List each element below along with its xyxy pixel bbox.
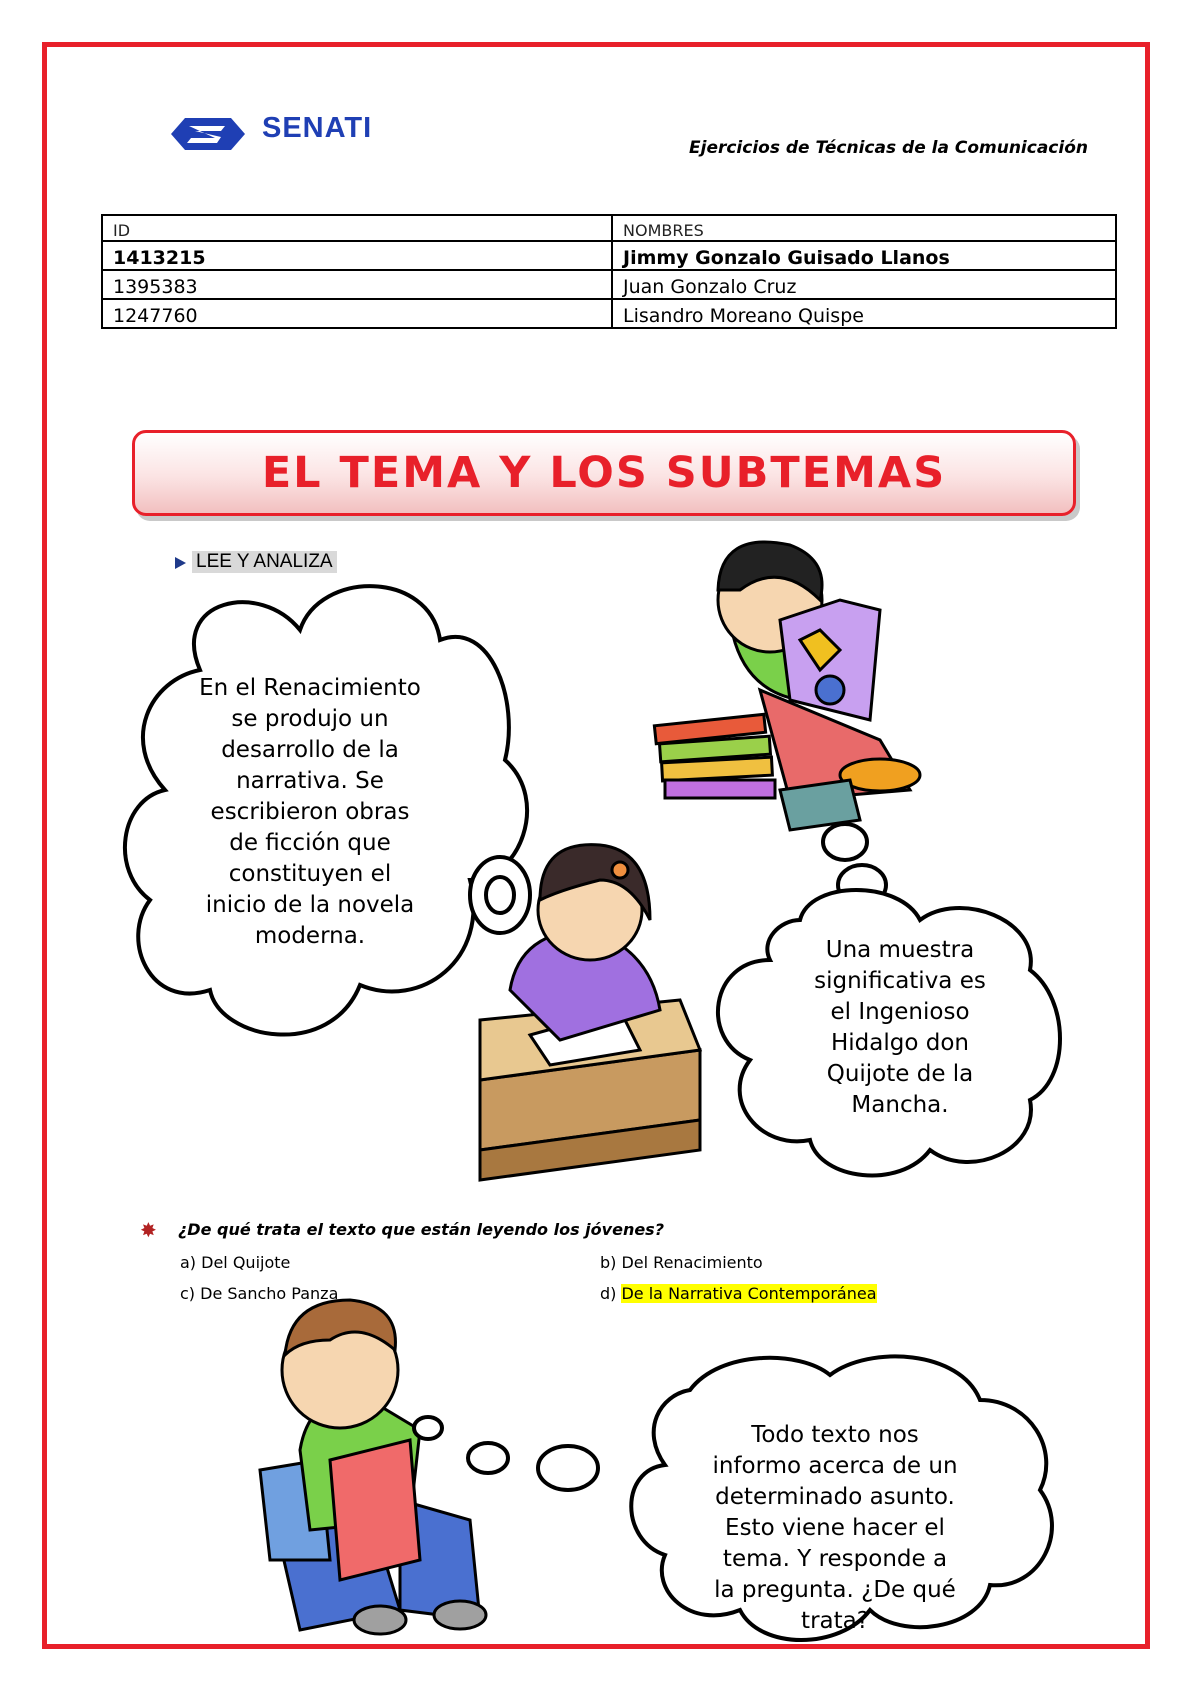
bubble-line: narrativa. Se xyxy=(236,768,384,794)
bubble-line: escribieron obras xyxy=(210,799,410,825)
bubble-line: informo acerca de un xyxy=(712,1453,958,1479)
student-id: 1413215 xyxy=(102,241,612,270)
bubble-line: Todo texto nos xyxy=(751,1422,919,1448)
bubble-line: de ficción que xyxy=(229,830,391,856)
bubble-line: desarrollo de la xyxy=(221,737,399,763)
document-title: Ejercicios de Técnicas de la Comunicación xyxy=(689,138,1088,158)
bubble-line: En el Renacimiento xyxy=(199,675,421,701)
option-a[interactable]: a) Del Quijote xyxy=(180,1253,291,1272)
bubble-line: el Ingenioso xyxy=(830,999,970,1025)
option-d[interactable] xyxy=(600,1284,877,1303)
student-name: Lisandro Moreano Quispe xyxy=(612,299,1116,328)
bubble-line: trata? xyxy=(801,1608,869,1634)
student-id: 1247760 xyxy=(102,299,612,328)
bubble-line: inicio de la novela xyxy=(205,892,415,918)
question-text: ¿De qué trata el texto que están leyendo los jóvenes? xyxy=(178,1220,664,1239)
bubble-line: significativa es xyxy=(814,968,986,994)
bubble-line: determinado asunto. xyxy=(715,1484,955,1510)
bubble-line: Una muestra xyxy=(825,937,975,963)
bubble-left-text xyxy=(160,673,460,952)
option-d-answer: De la Narrativa Contemporánea xyxy=(621,1284,877,1303)
bubble-line: la pregunta. ¿De qué xyxy=(714,1577,956,1603)
student-name: Jimmy Gonzalo Guisado Llanos xyxy=(612,241,1116,270)
logo-name: SENATI xyxy=(262,112,373,144)
section-label-text: LEE Y ANALIZA xyxy=(192,551,337,573)
bubble-line: se produjo un xyxy=(231,706,389,732)
thought-dots-bottom xyxy=(414,1417,598,1490)
option-c[interactable]: c) De Sancho Panza xyxy=(180,1284,339,1303)
bubble-line: Quijote de la xyxy=(826,1061,974,1087)
header-id: ID xyxy=(102,215,612,241)
student-name: Juan Gonzalo Cruz xyxy=(612,270,1116,299)
bubble-line: Esto viene hacer el xyxy=(725,1515,945,1541)
student-id: 1395383 xyxy=(102,270,612,299)
option-d-prefix: d) xyxy=(600,1284,622,1303)
bubble-line: tema. Y responde a xyxy=(722,1546,948,1572)
option-b[interactable]: b) Del Renacimiento xyxy=(600,1253,763,1272)
bubble-line: constituyen el xyxy=(228,861,392,887)
bubble-line: moderna. xyxy=(254,923,366,949)
bubble-right-text xyxy=(780,935,1020,1121)
bubble-line: Hidalgo don xyxy=(831,1030,969,1056)
header-nombres: NOMBRES xyxy=(612,215,1116,241)
reading-boy-illustration xyxy=(654,542,920,830)
bubble-line: Mancha. xyxy=(851,1092,949,1118)
star-bullet-icon: ✸ xyxy=(140,1218,157,1242)
main-title: EL TEMA Y LOS SUBTEMAS xyxy=(261,448,947,498)
thinking-boy-illustration xyxy=(260,1300,486,1634)
bubble-bottom-text xyxy=(670,1420,1000,1637)
